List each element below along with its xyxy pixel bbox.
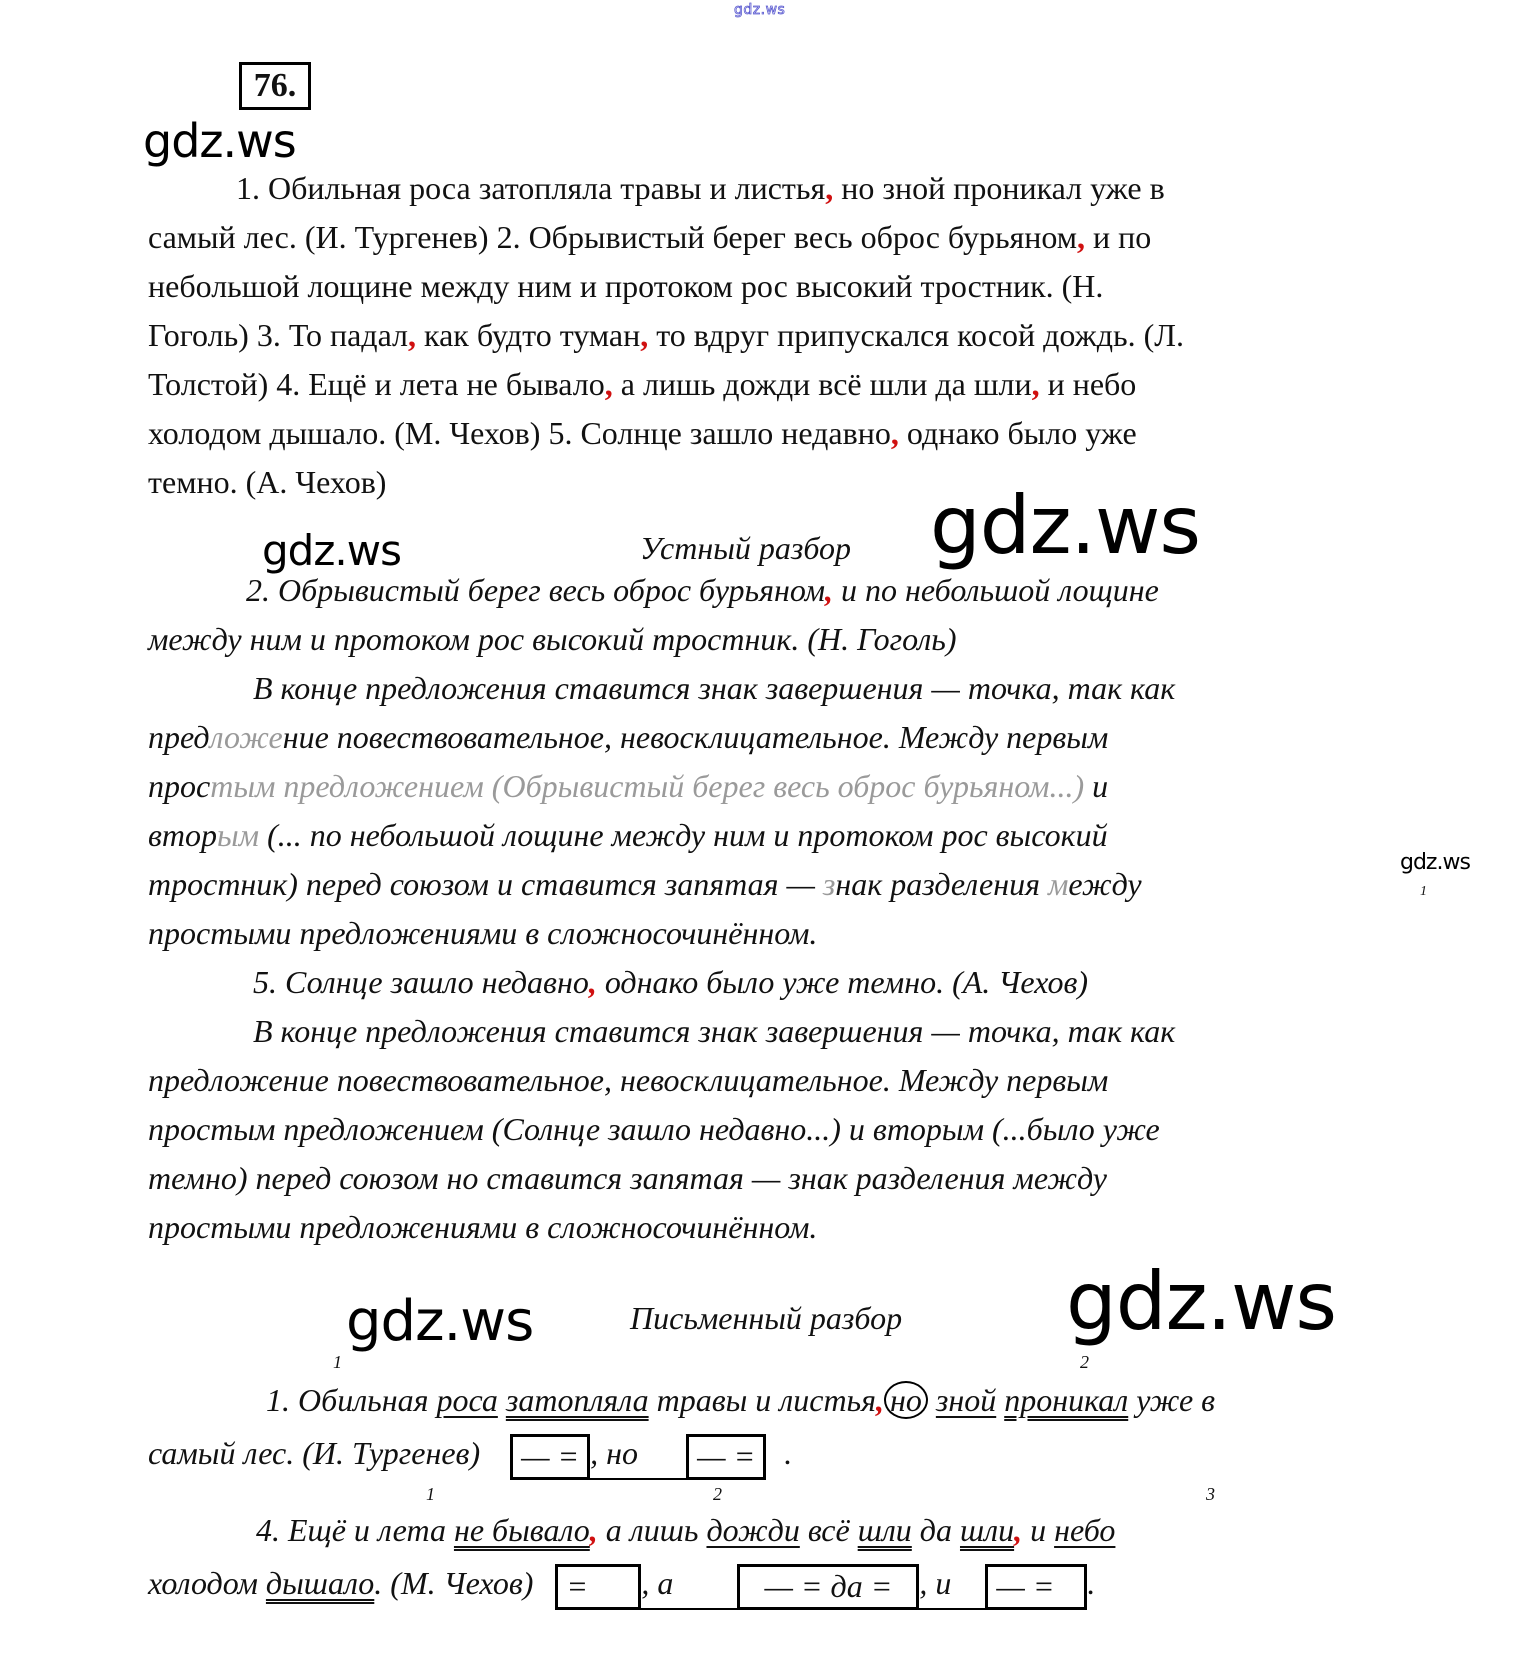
predicate: не бывало [453,1512,590,1548]
written-sentence-1 [266,1378,1215,1422]
clause-number: 1 [333,1352,342,1372]
text-segment: Гоголь) 3. То падал [148,317,409,353]
clause-number: 2 [713,1484,722,1504]
text-segment: холодом дышало. (М. Чехов) 5. Солнце зашло недавно [148,415,891,451]
text-segment: нак разделения [835,866,1048,902]
written-sentence-1-line2 [148,1428,792,1480]
text-segment: 5. Солнце зашло недавно [253,964,589,1000]
text-segment: между ним и протоком рос высокий тростник. (Н. Гоголь) [148,621,957,657]
text-segment: и небо [1039,366,1137,402]
text-segment: 1. Обильная роса затопляла травы и листья [236,170,826,206]
text-segment: а лишь [597,1512,707,1548]
text-segment: простым предложением (Солнце зашло недавно...) и вторым (...было уже [148,1111,1160,1147]
predicate: шли [857,1512,912,1548]
scheme-end: . [784,1435,793,1471]
text-segment: однако было уже [898,415,1137,451]
predicate: проникал [1004,1382,1129,1418]
task-line [148,360,1136,409]
watermark-1: gdz.ws [143,114,296,168]
oral-line [148,1205,817,1249]
scheme-conjunction: , но [590,1428,686,1480]
circled-conjunction: но [884,1381,928,1419]
red-comma: , [589,1512,598,1548]
text-segment: 1. Обильная [266,1382,437,1418]
oral-line [148,1156,1107,1200]
oral-line [148,911,817,955]
faded-text: предложением (Обрывистый берег весь оброс бурьяном...) [283,768,1085,804]
oral-line [148,1058,1108,1102]
task-line [148,311,1184,360]
text-segment: темно. (А. Чехов) [148,464,387,500]
scheme-conjunction: , а [641,1558,737,1610]
task-line [236,164,1165,213]
sentence-4-source [148,1565,533,1601]
red-comma: , [408,317,417,353]
written-heading: Письменный разбор [630,1300,903,1336]
text-segment [928,1382,936,1418]
oral-line [148,1107,1160,1151]
watermark-4: gdz.ws [1400,850,1470,875]
faded-text: м [1048,866,1069,902]
sentence-1-source: самый лес. (И. Тургенев) [148,1435,481,1471]
watermark-2: gdz.ws [262,526,401,575]
text-segment: то вдруг припускался косой дождь. (Л. [648,317,1184,353]
watermark-3: gdz.ws [930,479,1201,572]
task-line [148,458,386,507]
red-comma: , [890,415,899,451]
red-comma: , [825,170,834,206]
text-segment: но зной проникал уже в [833,170,1165,206]
scheme-box: — = [510,1434,590,1480]
faded-text: ложе [209,719,283,755]
text-segment: и [1084,768,1109,804]
text-segment: 2. Обрывистый берег весь оброс бурьяном [246,572,826,608]
text-segment: как будто туман [416,317,641,353]
red-comma: , [1031,366,1040,402]
oral-line [253,1009,1175,1053]
text-segment: Толстой) 4. Ещё и лета не бывало [148,366,605,402]
red-comma: , [1014,1512,1023,1548]
text-segment: В конце предложения ставится знак завершения — точка, так как [253,670,1176,706]
text-segment: В конце предложения ставится знак завершения — точка, так как [253,1013,1176,1049]
text-segment: . (М. Чехов) [374,1565,534,1601]
written-sentence-4 [256,1508,1115,1552]
task-line [148,262,1103,311]
red-comma: , [825,572,834,608]
faded-text: з [822,866,836,902]
oral-line [246,568,1159,612]
text-segment: пред [148,719,210,755]
red-comma: , [1077,219,1086,255]
scheme-end: . [1087,1565,1096,1601]
predicate: дышало [265,1565,375,1601]
stray-marker: 1 [1420,884,1427,899]
predicate: затопляла [505,1382,649,1418]
subject: зной [935,1382,997,1418]
text-segment: а лишь дожди всё шли да шли [612,366,1032,402]
red-comma: , [640,317,649,353]
oral-line [148,813,1108,857]
red-comma: , [588,964,597,1000]
text-segment: темно) перед союзом но ставится запятая — знак разделения между [148,1160,1107,1196]
faded-text: ым [217,817,260,853]
subject: дожди [706,1512,800,1548]
written-sentence-4-line2 [148,1558,1095,1610]
text-segment: и [1022,1512,1055,1548]
clause-number: 2 [1080,1352,1089,1372]
text-segment: всё [799,1512,858,1548]
text-segment: ние повествовательное, невосклицательное. Между первым [282,719,1109,755]
watermark-6: gdz.ws [1066,1255,1337,1348]
text-segment: (... по небольшой лощине между ним и протоком рос высокий [259,817,1108,853]
faded-text: тым [210,768,284,804]
predicate: шли [959,1512,1015,1548]
task-line [148,213,1151,262]
text-segment: холодом [148,1565,266,1601]
text-segment [498,1382,506,1418]
exercise-number: 76. [239,62,311,110]
oral-line [253,666,1175,710]
text-segment: и по [1085,219,1152,255]
oral-line [148,862,1142,906]
text-segment: самый лес. (И. Тургенев) 2. Обрывистый берег весь оброс бурьяном [148,219,1078,255]
red-comma: , [875,1382,884,1418]
top-watermark: gdz.ws [734,2,786,18]
text-segment: однако было уже темно. (А. Чехов) [596,964,1089,1000]
oral-heading: Устный разбор [640,530,852,566]
oral-line [148,764,1108,808]
text-segment: тростник) перед союзом и ставится запятая — [148,866,823,902]
task-line [148,409,1137,458]
text-segment: прос [148,768,211,804]
scheme-box: — = [686,1434,766,1480]
subject: небо [1054,1512,1116,1548]
oral-line [253,960,1088,1004]
oral-line [148,617,957,661]
text-segment: да [911,1512,960,1548]
subject: роса [436,1382,498,1418]
text-segment: простыми предложениями в сложносочинённом. [148,1209,818,1245]
scheme-box: — = [985,1564,1087,1610]
watermark-5: gdz.ws [346,1289,534,1354]
text-segment: травы и листья [648,1382,876,1418]
oral-line [148,715,1108,759]
text-segment: уже в [1128,1382,1216,1418]
text-segment: простыми предложениями в сложносочинённом. [148,915,818,951]
text-segment: предложение повествовательное, невосклицательное. Между первым [148,1062,1109,1098]
scheme-box: — = да = [737,1564,919,1610]
text-segment: и по небольшой лощине [833,572,1159,608]
text-segment: ежду [1068,866,1142,902]
text-segment: 4. Ещё и лета [256,1512,454,1548]
text-segment: втор [148,817,217,853]
scheme-box: = [555,1564,641,1610]
text-segment: небольшой лощине между ним и протоком рос высокий тростник. (Н. [148,268,1104,304]
scheme-conjunction: , и [919,1558,985,1610]
clause-number: 3 [1206,1484,1215,1504]
red-comma: , [604,366,613,402]
clause-number: 1 [426,1484,435,1504]
